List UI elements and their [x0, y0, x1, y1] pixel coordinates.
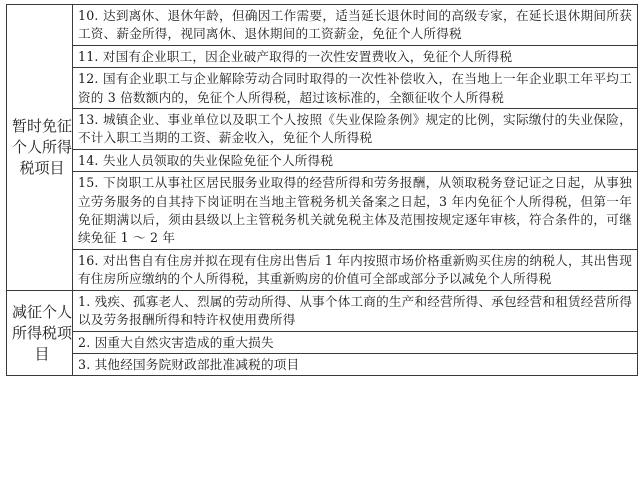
category-cell-exempt: [7, 5, 73, 291]
table-row: [7, 331, 638, 353]
item-cell: 11. 对国有企业职工，因企业破产取得的一次性安置费收入，免征个人所得税: [73, 45, 638, 67]
table-row: [7, 353, 638, 375]
category-label: 减征个人所得税项目: [11, 302, 72, 363]
table-row: [7, 149, 638, 171]
item-cell: 2. 因重大自然灾害造成的重大损失: [73, 331, 638, 353]
tax-items-table: [6, 4, 638, 376]
table-row: [7, 45, 638, 67]
item-cell: 12. 国有企业职工与企业解除劳动合同时取得的一次性补偿收入，在当地上一年企业职工年平均工资的 3 倍数额内的，免征个人所得税，超过该标准的，全额征收个人所得税: [73, 68, 638, 109]
item-cell: 13. 城镇企业、事业单位以及职工个人按照《失业保险条例》规定的比例，实际缴付的失业保险，不计入职工当期的工资、薪金收入，免征个人所得税: [73, 109, 638, 150]
item-cell: 3. 其他经国务院财政部批准减税的项目: [73, 353, 638, 375]
item-cell: 1. 残疾、孤寡老人、烈属的劳动所得、从事个体工商的生产和经营所得、承包经营和租赁经营所得以及劳务报酬所得和特许权使用费所得: [73, 290, 638, 331]
table-row: [7, 68, 638, 109]
item-cell: 10. 达到离休、退休年龄，但确因工作需要，适当延长退休时间的高级专家，在延长退休期间所获工资、薪金所得，视同离休、退休期间的工资薪金，免征个人所得税: [73, 5, 638, 46]
category-cell-reduced: [7, 290, 73, 376]
table-row: [7, 172, 638, 250]
item-cell: 14. 失业人员领取的失业保险免征个人所得税: [73, 149, 638, 171]
item-cell: 15. 下岗职工从事社区居民服务业取得的经营所得和劳务报酬，从领取税务登记证之日起，从事独立劳务服务的自其持下岗证明在当地主管税务机关备案之日起，3 年内免征个人所得税，但第一年免征期满以后，须由县级以上主管税务机关就免税主体及范围按规定逐年审核，符合条件的，可继续免征 1 ～ 2 年: [73, 172, 638, 250]
table-row: [7, 249, 638, 290]
table-row: [7, 109, 638, 150]
table-row: [7, 290, 638, 331]
category-label: 暂时免征个人所得税项目: [11, 116, 72, 177]
item-cell: 16. 对出售自有住房并拟在现有住房出售后 1 年内按照市场价格重新购买住房的纳税人，其出售现有住房所应缴纳的个人所得税，其重新购房的价值可全部或部分予以减免个人所得税: [73, 249, 638, 290]
table-row: [7, 5, 638, 46]
